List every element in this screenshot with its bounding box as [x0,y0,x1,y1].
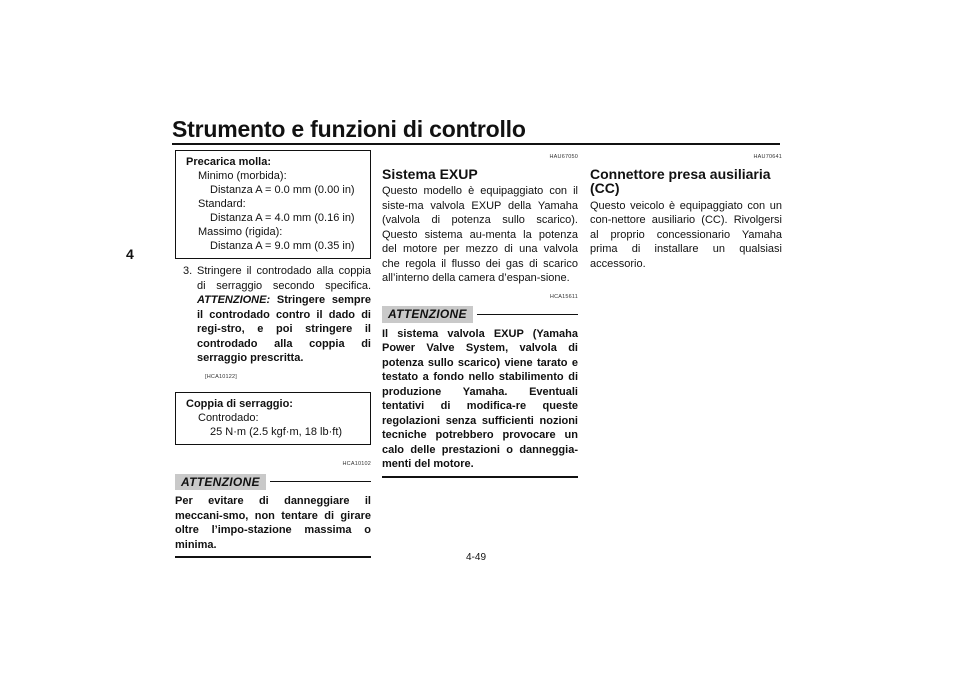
caution-text: Il sistema valvola EXUP (Yamaha Power Valve System, valvola di potenza sullo scarico) viene tarato e testato a fondo nello stabilimento di produzione Yamaha. Eventuali tentativi di modifica-re queste regolazioni senza sufficienti nozioni tecniche potrebbero provocare un calo delle prestazioni o danneggia-menti del motore. [382,327,578,470]
chapter-number: 4 [126,246,134,262]
caution-code: HCA15611 [549,293,578,300]
torque-spec-box [175,392,371,445]
section-title-exup: Sistema EXUP [382,165,478,182]
caution-rule [477,314,578,315]
caution-badge: ATTENZIONE [175,474,266,491]
step-text: Stringere il controdado alla coppia di serraggio secondo specifica. [197,265,371,292]
caution-code: HCA10102 [342,461,371,467]
step-attention-label: ATTENZIONE: [197,294,271,306]
section-code: HAU70641 [753,154,782,160]
spec-std-label: Standard: [198,198,246,210]
caution-end-rule [382,476,578,478]
spec-min-label: Minimo (morbida): [198,170,287,182]
section-title-aux-connector: Connettore presa ausiliaria (CC) [590,165,771,196]
aux-connector-paragraph: Questo veicolo è equipaggiato con un con-nettore ausiliario (CC). Rivolgersi al proprio concessionario Yamaha prima di installare un qualsiasi accessorio. [590,199,782,270]
caution-text: Per evitare di danneggiare il meccani-smo, non tentare di girare oltre l’impo-stazione massima o minima. [175,495,371,551]
title-rule [172,143,780,145]
column-right [590,150,782,271]
step-code: [HCA10122] [205,373,237,380]
spec-max-value: Distanza A = 9.0 mm (0.35 in) [210,240,355,252]
column-middle [382,150,578,478]
page-number: 4-49 [466,552,487,563]
step-number: 3. [183,265,193,277]
torque-heading: Coppia di serraggio: [186,398,293,410]
caution-header [382,306,578,323]
spring-preload-spec-box [175,150,371,259]
section-code: HAU67050 [549,154,578,160]
spec-heading: Precarica molla: [186,156,271,168]
caution-rule [270,481,371,482]
step-3 [175,264,371,366]
column-left [175,150,371,558]
page-title: Strumento e funzioni di controllo [172,116,526,142]
torque-value: 25 N·m (2.5 kgf·m, 18 lb·ft) [210,426,343,438]
step-attention-text: Stringere sempre il controdado contro il dado di regi-stro, e poi stringere il controdado alla coppia di serraggio prescritta. [197,294,372,364]
torque-label: Controdado: [198,412,259,424]
caution-header [175,474,371,491]
caution-end-rule [175,556,371,558]
step-body [197,264,371,366]
spec-min-value: Distanza A = 0.0 mm (0.00 in) [210,184,355,196]
exup-paragraph: Questo modello è equipaggiato con il siste-ma valvola EXUP della Yamaha (valvola di potenza sullo scarico). Questo sistema au-menta la potenza del motore per mezzo di una valvola che regola il flusso dei gas di scarico all’interno della camera d’espan-sione. [382,185,578,284]
spec-std-value: Distanza A = 4.0 mm (0.16 in) [210,212,355,224]
caution-badge: ATTENZIONE [382,306,473,323]
spec-max-label: Massimo (rigida): [198,226,283,238]
